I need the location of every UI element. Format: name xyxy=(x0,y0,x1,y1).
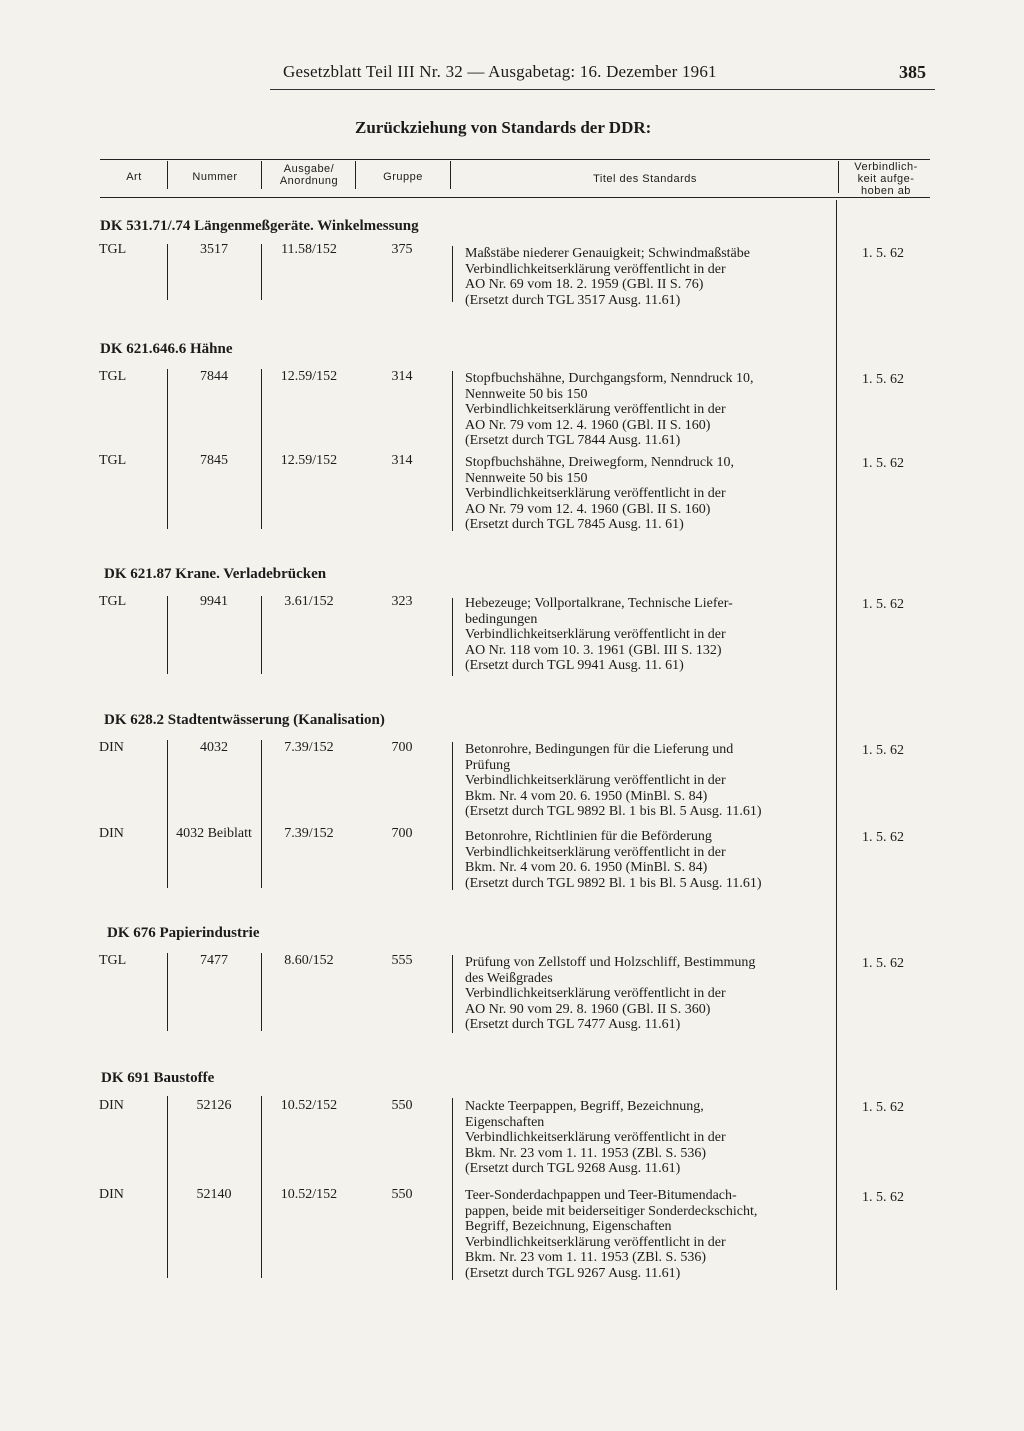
cell-ausgabe: 11.58/152 xyxy=(281,242,337,257)
section-heading: DK 621.646.6 Hähne xyxy=(100,341,233,357)
titel-line: Bkm. Nr. 23 vom 1. 11. 1953 (ZBl. S. 536) xyxy=(465,1250,706,1265)
cell-gruppe: 314 xyxy=(391,369,413,384)
cell-nummer: 7844 xyxy=(200,369,228,384)
cell-gruppe: 550 xyxy=(391,1187,413,1202)
column-header-ausgabe-line: Anordnung xyxy=(279,175,339,187)
cell-art: DIN xyxy=(99,1098,124,1113)
titel-line: bedingungen xyxy=(465,611,538,627)
titel-line: pappen, beide mit beiderseitiger Sonderdeckschicht, xyxy=(465,1203,758,1219)
column-divider xyxy=(261,596,262,674)
titel-line: (Ersetzt durch TGL 9892 Bl. 1 bis Bl. 5 Ausg. 11.61) xyxy=(465,875,762,891)
column-divider xyxy=(261,953,262,1031)
titel-line: Verbindlichkeitserklärung veröffentlicht in der xyxy=(465,773,726,788)
titel-line: Eigenschaften xyxy=(465,1114,545,1130)
titel-line: Nackte Teerpappen, Begriff, Bezeichnung, xyxy=(465,1099,704,1114)
cell-ausgabe: 3.61/152 xyxy=(284,594,334,609)
cell-titel xyxy=(465,371,754,449)
column-header-ausgabe-line: Ausgabe/ xyxy=(283,163,335,175)
column-divider xyxy=(261,1096,262,1278)
titel-line: Betonrohre, Bedingungen für die Lieferung und xyxy=(465,742,734,757)
header-divider xyxy=(261,161,262,189)
titel-line: (Ersetzt durch TGL 9268 Ausg. 11.61) xyxy=(465,1161,681,1176)
cell-art: TGL xyxy=(99,369,127,384)
titel-line: Hebezeuge; Vollportalkrane, Technische Liefer- xyxy=(465,596,733,611)
cell-nummer: 4032 xyxy=(200,740,228,755)
titel-line: Bkm. Nr. 23 vom 1. 11. 1953 (ZBl. S. 536) xyxy=(465,1145,706,1161)
titel-line: Prüfung von Zellstoff und Holzschliff, Bestimmung xyxy=(465,955,756,970)
cell-gruppe: 323 xyxy=(391,594,413,609)
titel-line: (Ersetzt durch TGL 3517 Ausg. 11.61) xyxy=(465,292,681,308)
titel-line: Maßstäbe niederer Genauigkeit; Schwindmaßstäbe xyxy=(465,246,750,261)
document-title: Zurückziehung von Standards der DDR: xyxy=(355,118,652,137)
cell-art: TGL xyxy=(99,953,127,968)
cell-datum: 1. 5. 62 xyxy=(862,1190,904,1205)
titel-line: Nennweite 50 bis 150 xyxy=(465,386,588,402)
column-header-art: Art xyxy=(126,171,142,183)
cell-titel xyxy=(465,742,762,820)
column-divider xyxy=(167,740,168,888)
column-header-verbindlich-line: Verbindlich- xyxy=(854,161,918,173)
column-divider xyxy=(452,371,453,531)
titel-line: AO Nr. 69 vom 18. 2. 1959 (GBl. II S. 76) xyxy=(465,277,704,292)
cell-ausgabe: 7.39/152 xyxy=(284,826,334,841)
titel-line: (Ersetzt durch TGL 9941 Ausg. 11. 61) xyxy=(465,658,684,673)
column-divider xyxy=(452,1098,453,1280)
cell-titel xyxy=(465,1099,726,1177)
titel-line: Teer-Sonderdachpappen und Teer-Bitumendach- xyxy=(465,1188,737,1203)
column-divider xyxy=(452,598,453,676)
cell-datum: 1. 5. 62 xyxy=(862,597,904,612)
column-header-ausgabe xyxy=(263,163,355,187)
header-rule xyxy=(270,89,935,90)
column-divider xyxy=(167,369,168,529)
titel-line: AO Nr. 79 vom 12. 4. 1960 (GBl. II S. 160) xyxy=(465,417,711,433)
column-divider xyxy=(167,596,168,674)
cell-titel xyxy=(465,455,734,533)
cell-datum: 1. 5. 62 xyxy=(862,956,904,971)
cell-art: DIN xyxy=(99,740,124,755)
cell-art: DIN xyxy=(99,1187,124,1202)
titel-line: AO Nr. 79 vom 12. 4. 1960 (GBl. II S. 160) xyxy=(465,501,711,517)
cell-nummer: 52126 xyxy=(196,1098,232,1113)
titel-line: Verbindlichkeitserklärung veröffentlicht in der xyxy=(465,261,726,277)
cell-nummer: 52140 xyxy=(196,1187,232,1202)
cell-gruppe: 550 xyxy=(391,1098,413,1113)
column-divider xyxy=(452,955,453,1033)
titel-line: Verbindlichkeitserklärung veröffentlicht in der xyxy=(465,1130,726,1145)
titel-line: Stopfbuchshähne, Dreiwegform, Nenndruck 10, xyxy=(465,455,735,470)
table-header-bottom-rule xyxy=(100,197,930,198)
cell-datum: 1. 5. 62 xyxy=(862,246,904,261)
titel-line: Verbindlichkeitserklärung veröffentlicht in der xyxy=(465,844,726,860)
cell-datum: 1. 5. 62 xyxy=(862,743,904,758)
titel-line: (Ersetzt durch TGL 7845 Ausg. 11. 61) xyxy=(465,517,684,532)
column-header-gruppe: Gruppe xyxy=(383,171,423,183)
column-divider xyxy=(167,244,168,300)
cell-gruppe: 700 xyxy=(391,826,413,841)
header-divider xyxy=(167,161,168,189)
titel-line: (Ersetzt durch TGL 7844 Ausg. 11.61) xyxy=(465,433,681,448)
titel-line: Betonrohre, Richtlinien für die Beförderung xyxy=(465,829,712,844)
cell-gruppe: 375 xyxy=(391,242,413,257)
cell-ausgabe: 7.39/152 xyxy=(284,740,334,755)
cell-gruppe: 700 xyxy=(391,740,413,755)
cell-art: DIN xyxy=(99,826,124,841)
column-divider xyxy=(261,740,262,888)
column-header-titel: Titel des Standards xyxy=(593,173,697,185)
cell-nummer: 7477 xyxy=(200,953,228,968)
titel-line: (Ersetzt durch TGL 9892 Bl. 1 bis Bl. 5 Ausg. 11.61) xyxy=(465,804,762,819)
cell-datum: 1. 5. 62 xyxy=(862,456,904,471)
cell-ausgabe: 12.59/152 xyxy=(280,453,338,468)
cell-art: TGL xyxy=(99,242,127,257)
cell-titel xyxy=(465,246,750,308)
cell-titel xyxy=(465,955,755,1033)
header-divider xyxy=(838,161,839,193)
titel-line: Nennweite 50 bis 150 xyxy=(465,470,588,486)
cell-ausgabe: 8.60/152 xyxy=(284,953,334,968)
cell-datum: 1. 5. 62 xyxy=(862,372,904,387)
header-divider xyxy=(355,161,356,189)
cell-nummer: 4032 Beiblatt xyxy=(176,826,252,841)
titel-line: AO Nr. 90 vom 29. 8. 1960 (GBl. II S. 360) xyxy=(465,1001,711,1017)
titel-line: Verbindlichkeitserklärung veröffentlicht in der xyxy=(465,627,726,642)
cell-gruppe: 314 xyxy=(391,453,413,468)
cell-nummer: 9941 xyxy=(200,594,228,609)
titel-line: Verbindlichkeitserklärung veröffentlicht in der xyxy=(465,986,726,1001)
cell-ausgabe: 10.52/152 xyxy=(280,1098,338,1113)
section-heading: DK 621.87 Krane. Verladebrücken xyxy=(104,566,327,582)
header-divider xyxy=(450,161,451,189)
cell-art: TGL xyxy=(99,453,127,468)
cell-art: TGL xyxy=(99,594,127,609)
column-divider xyxy=(452,246,453,302)
page-number: 385 xyxy=(899,62,926,82)
cell-datum: 1. 5. 62 xyxy=(862,1100,904,1115)
column-divider xyxy=(261,369,262,529)
titel-line: Verbindlichkeitserklärung veröffentlicht in der xyxy=(465,1234,726,1250)
column-divider xyxy=(167,953,168,1031)
cell-titel xyxy=(465,829,762,891)
titel-line: AO Nr. 118 vom 10. 3. 1961 (GBl. III S. 132) xyxy=(465,642,722,658)
titel-line: (Ersetzt durch TGL 7477 Ausg. 11.61) xyxy=(465,1017,681,1032)
running-head: Gesetzblatt Teil III Nr. 32 — Ausgabetag: 16. Dezember 1961 xyxy=(283,62,717,81)
cell-nummer: 7845 xyxy=(200,453,228,468)
titel-line: Prüfung xyxy=(465,757,511,773)
titel-line: des Weißgrades xyxy=(465,970,553,986)
titel-line: Verbindlichkeitserklärung veröffentlicht in der xyxy=(465,402,726,417)
titel-line: Begriff, Bezeichnung, Eigenschaften xyxy=(465,1219,672,1234)
section-heading: DK 628.2 Stadtentwässerung (Kanalisation) xyxy=(104,712,385,728)
cell-titel xyxy=(465,1188,757,1281)
column-divider xyxy=(167,1096,168,1278)
section-heading: DK 691 Baustoffe xyxy=(101,1070,215,1086)
cell-datum: 1. 5. 62 xyxy=(862,830,904,845)
cell-nummer: 3517 xyxy=(200,242,228,257)
titel-line: Bkm. Nr. 4 vom 20. 6. 1950 (MinBl. S. 84) xyxy=(465,860,708,875)
column-divider xyxy=(261,244,262,300)
column-header-nummer: Nummer xyxy=(192,171,238,183)
column-header-verbindlich-line: hoben ab xyxy=(861,185,911,197)
section-heading: DK 676 Papierindustrie xyxy=(107,925,260,941)
cell-titel xyxy=(465,596,733,674)
titel-line: (Ersetzt durch TGL 9267 Ausg. 11.61) xyxy=(465,1265,681,1281)
column-header-verbindlich xyxy=(840,161,932,197)
titel-line: Verbindlichkeitserklärung veröffentlicht in der xyxy=(465,486,726,501)
column-divider xyxy=(452,742,453,890)
titel-line: Stopfbuchshähne, Durchgangsform, Nenndruck 10, xyxy=(465,371,754,386)
cell-ausgabe: 10.52/152 xyxy=(280,1187,338,1202)
section-heading: DK 531.71/.74 Längenmeßgeräte. Winkelmessung xyxy=(100,218,419,234)
cell-ausgabe: 12.59/152 xyxy=(280,369,338,384)
table-top-rule xyxy=(100,159,930,160)
titel-line: Bkm. Nr. 4 vom 20. 6. 1950 (MinBl. S. 84) xyxy=(465,788,708,804)
column-header-verbindlich-line: keit aufge- xyxy=(857,173,915,185)
cell-gruppe: 555 xyxy=(391,953,413,968)
